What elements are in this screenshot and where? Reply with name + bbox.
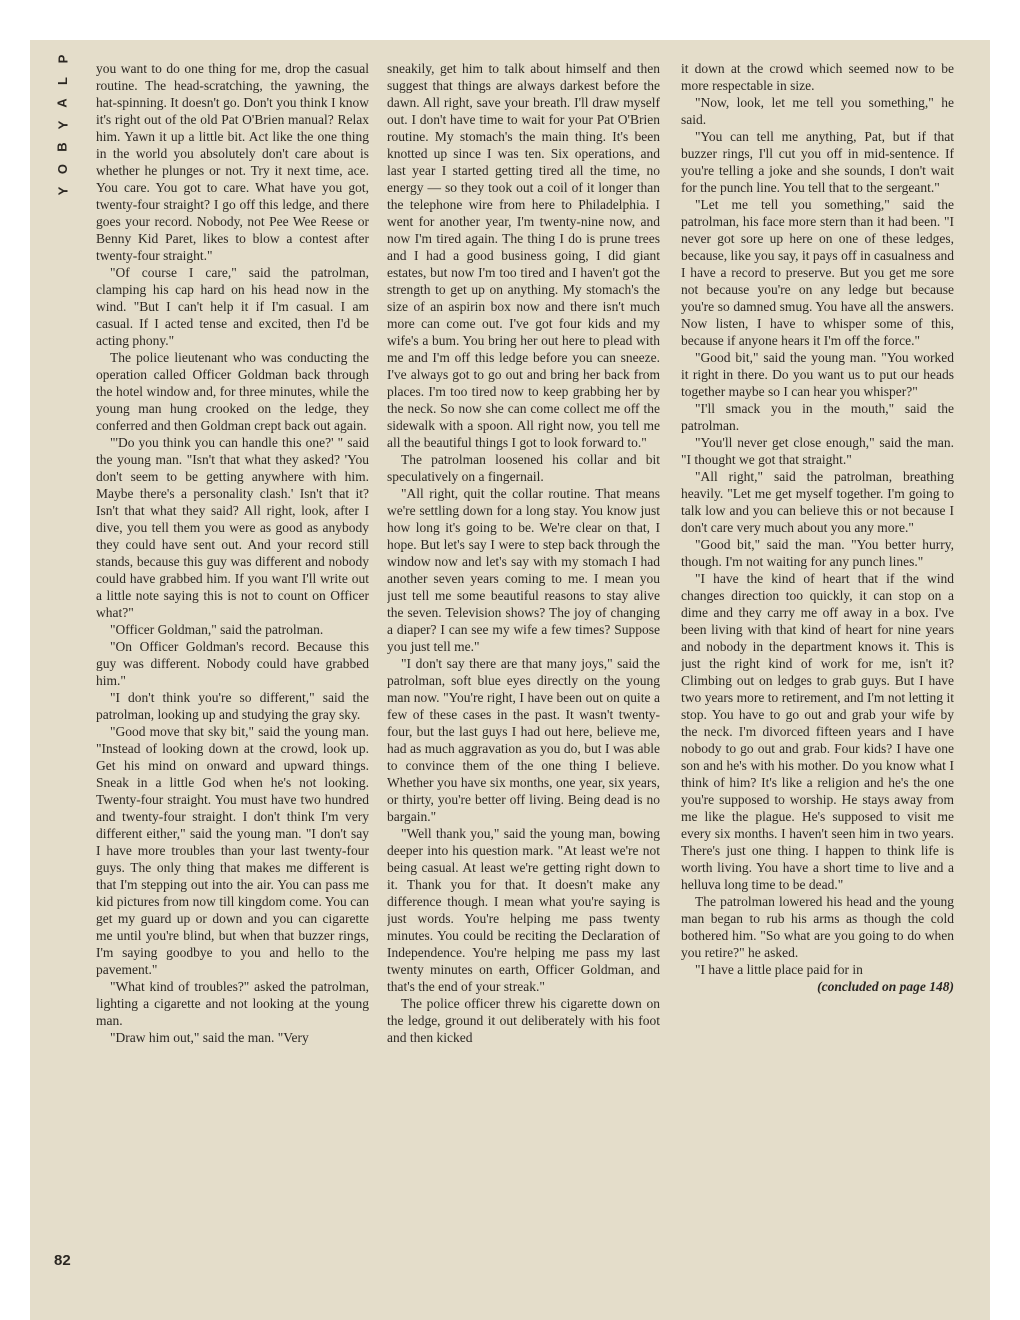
masthead-vertical [52, 48, 74, 228]
paragraph: "I'll smack you in the mouth," said the patrolman. [681, 401, 954, 433]
paragraph: The police lieutenant who was conducting the operation called Officer Goldman back through the hotel window and, for three minutes, while the young man hung crooked on the ledge, they conferred and then Goldman crept back out again. [96, 350, 369, 433]
paragraph: "You can tell me anything, Pat, but if that buzzer rings, I'll cut you off in mid-sentence. If you're telling a joke and she sounds, I don't wait for the punch line. You tell that to the sergeant." [681, 129, 954, 195]
paragraph: "All right, quit the collar routine. That means we're settling down for a long stay. You know just how long it's going to be. We're clear on that, I hope. But let's say I were to step back through the window now and let's say with my stomach I had another seven years coming to me. I mean you just tell me some beautiful reasons to stay alive the seven. Television shows? The joy of changing a diaper? I can see my wife a few times? Suppose you just tell me." [387, 486, 660, 654]
paragraph: The police officer threw his cigarette down on the ledge, ground it out deliberately with his foot and then kicked [387, 996, 660, 1045]
paragraph: "I don't think you're so different," said the patrolman, looking up and studying the gray sky. [96, 690, 369, 722]
paragraph: "Let me tell you something," said the patrolman, his face more stern than it had been. "I never got sore up here on one of these ledges, because, like you say, it pays off in casualness and I have a record to preserve. But you get me sore not because you're on any ledge but because you're so damned smug. You have all the answers. Now listen, I have to whisper some of this, because if anyone hears it I'm off the force." [681, 197, 954, 348]
paragraph: "On Officer Goldman's record. Because this guy was different. Nobody could have grabbed him." [96, 639, 369, 688]
masthead-letter: O [55, 163, 70, 175]
paragraph: "You'll never get close enough," said the man. "I thought we got that straight." [681, 435, 954, 467]
page-number: 82 [54, 1252, 71, 1269]
paragraph: "Draw him out," said the man. "Very [110, 1030, 309, 1045]
paragraph: "Well thank you," said the young man, bowing deeper into his question mark. "At least we're not being casual. At least we're getting right down to it. Thank you for that. It doesn't make any difference though. I mean what you're saying is just words. You're helping me pass twenty minutes. You could be reciting the Declaration of Independence. You're helping me pass my last twenty minutes on earth, Officer Goldman, and that's the end of your streak." [387, 826, 660, 994]
paragraph: "I don't say there are that many joys," said the patrolman, soft blue eyes directly on the young man now. "You're right, I have been out on quite a few of these cases in the past. It wasn't twenty-four, but the last guys I had out here, believe me, had as much aggravation as you do, but I was able to convince them of the one thing I believe. Whether you have six months, one year, six years, or thirty, you're better off living. Being dead is no bargain." [387, 656, 660, 824]
paragraph: sneakily, get him to talk about himself and then suggest that things are always darkest before the dawn. All right, save your breath. I'll draw myself out. I don't have time to wait for your Pat O'Brien routine. My stomach's the main thing. It's been knotted up since I was ten. Six operations, and last year I started getting tired all the time, no energy — so they took out a coil of it longer than the telephone wire from here to Philadelphia. I went for another year, I'm twenty-nine now, and now I'm tired again. The thing I do is prune trees and I had a good business going, I did giant estates, but now I'm too tired and I haven't got the strength to get up on anything. My stomach's the size of an aspirin box now and there isn't much more can come out. I've got four kids and my wife's a bum. You bring her out here to plead with me and I'm off this ledge before you can sneeze. I've always got to go out and bring her back from places. I'm too tired now to keep grabbing her by the neck. So now she can come collect me off the sidewalk with a spoon. All right now, you tell me all the beautiful things I got to look forward to." [387, 61, 660, 450]
paragraph: "Officer Goldman," said the patrolman. [110, 622, 324, 637]
continuation-note: (concluded on page 148) [817, 979, 954, 994]
masthead-letter: Y [54, 186, 70, 196]
masthead-letter: L [54, 77, 70, 85]
masthead-letter: A [54, 98, 70, 108]
paragraph: "I have a little place paid for in [695, 962, 863, 977]
masthead-letter: P [54, 54, 70, 64]
paragraph: "'Do you think you can handle this one?' " said the young man. "Isn't that what they asked? 'You don't seem to be getting anywhere with him. Maybe there's a personality clash.' Isn't that it? Isn't that what they said? All right, look, after I dive, you tell them you were as good as anybody they could have sent out. And your record still stands, because this guy was different and nobody could have grabbed him. If you want I'll write out a little note saying this is not to count on Officer what?" [96, 435, 369, 620]
paragraph: The patrolman lowered his head and the young man began to rub his arms as though the cold bothered him. "So what are you going to do when you retire?" he asked. [681, 894, 954, 960]
paragraph: "What kind of troubles?" asked the patrolman, lighting a cigarette and not looking at the young man. [96, 979, 369, 1028]
paragraph: "All right," said the patrolman, breathing heavily. "Let me get myself together. I'm going to talk low and you can believe this or not because I don't care very much about you any more." [681, 469, 954, 535]
paragraph: "I have the kind of heart that if the wind changes direction too quickly, it can stop on a dime and they carry me off away in a box. I've been living with that kind of heart for nine years and nobody in the department knows it. This is just the right kind of work for me, isn't it? Climbing out on ledges to grab guys. But I have two years more to retirement, and I'm not letting it stop. You have to go out and grab your wife by the neck. I'm divorced fifteen years and I have nobody to go out and grab. Four kids? I have one son and he's with his mother. Do you know what I think of him? It's like a religion and he's the one you're supposed to worship. He stays away from me like the plague. He's supposed to visit me every six months. I haven't seen him in two years. There's just one thing. I happen to think life is worth living. You have a short time to live and a helluva long time to be dead." [681, 571, 954, 892]
paragraph: you want to do one thing for me, drop the casual routine. The head-scratching, the yawning, the hat-spinning. It doesn't go. Don't you think I know it's right out of the old Pat O'Brien manual? Relax him. Yawn it up a little bit. Act like the one thing in the world you absolutely don't care about is whether he plunges or not. Try it next time, ace. You care. You got to care. What have you got, twenty-four straight? I go off this ledge, and there goes your record. Nobody, not Pee Wee Reese or Benny Kid Paret, likes to blow a contest after twenty-four straight." [96, 61, 369, 263]
text-column-1 [96, 60, 369, 1272]
paragraph: "Good bit," said the man. "You better hurry, though. I'm not waiting for any punch lines." [681, 537, 954, 569]
paragraph: "Of course I care," said the patrolman, clamping his cap hard on his head now in the wind. "But I can't help it if I'm casual. I am casual. If I acted tense and excited, then I'd be acting phony." [96, 265, 369, 348]
magazine-page [30, 40, 990, 1320]
text-column-3 [681, 60, 954, 1272]
paragraph: "Good move that sky bit," said the young man. "Instead of looking down at the crowd, look up. Get his mind on onward and upward things. Sneak in a little God when he's not looking. Twenty-four straight. You must have two hundred and twenty-four straight. I don't think I'm very different either," said the young man. "I don't say I have more troubles than your last twenty-four guys. The only thing that makes me different is that I'm stepping out into the air. You can pass me kid pictures from now till kingdom come. You can get my guard up or down and you can cigarette me until you're blind, but when that buzzer rings, I'm saying goodbye to you and hello to the pavement." [96, 724, 369, 977]
masthead-letter: Y [54, 120, 70, 130]
paragraph: The patrolman loosened his collar and bit speculatively on a fingernail. [387, 452, 660, 484]
paragraph: "Good bit," said the young man. "You worked it right in there. Do you want us to put our heads together maybe so I can hear you whisper?" [681, 350, 954, 399]
text-column-2 [387, 60, 660, 1272]
paragraph: it down at the crowd which seemed now to be more respectable in size. [681, 61, 954, 93]
paragraph: "Now, look, let me tell you something," he said. [681, 95, 954, 127]
masthead-letter: B [54, 142, 70, 152]
